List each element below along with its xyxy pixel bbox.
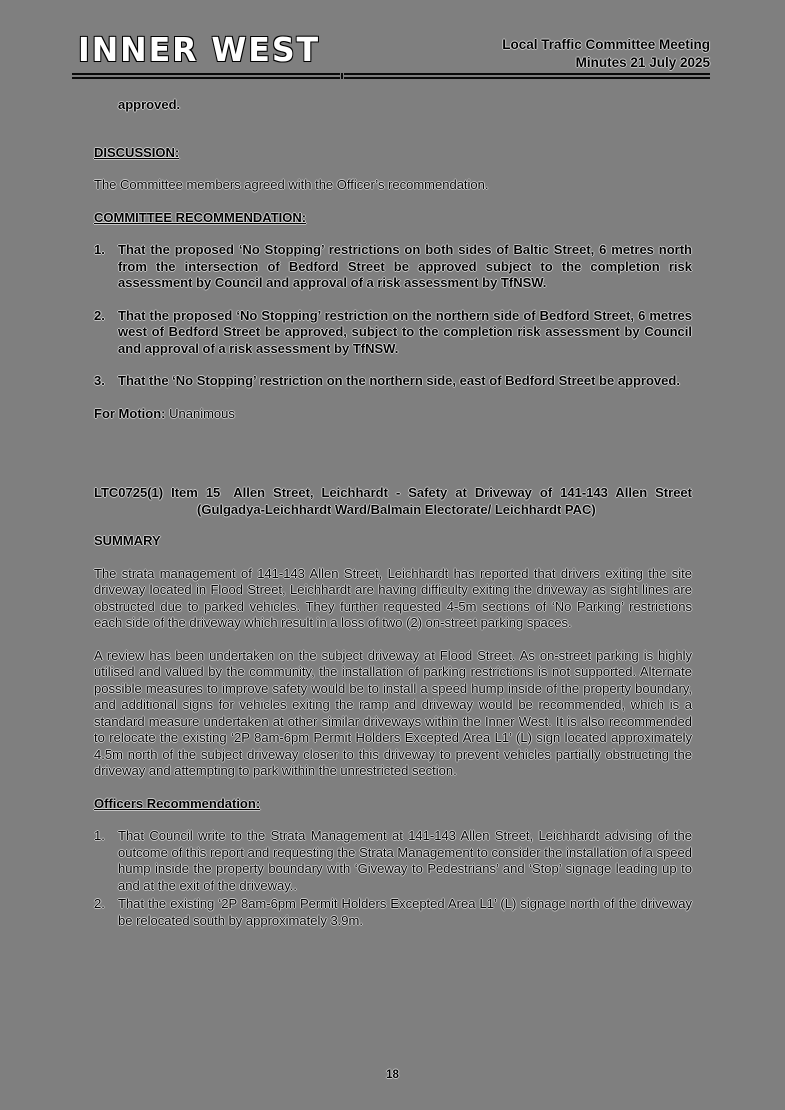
list-item <box>94 308 692 358</box>
rule-tick <box>341 73 343 79</box>
list-item-text: That the existing ‘2P 8am-6pm Permit Holders Excepted Area L1’ (L) signage north of the driveway be relocated south by approximately 3.9m. <box>118 896 692 928</box>
list-item-number: 2. <box>94 307 105 323</box>
header-title-line2: Minutes 21 July 2025 <box>575 55 710 70</box>
discussion-text: The Committee members agreed with the Officer’s recommendation. <box>94 177 489 192</box>
agenda-item-number: LTC0725(1) Item 15 <box>94 485 221 500</box>
header-title-line1: Local Traffic Committee Meeting <box>502 37 710 52</box>
for-motion-label: For Motion: <box>94 405 166 421</box>
list-item-text: That Council write to the Strata Management at 141-143 Allen Street, Leichhardt advising of the outcome of this report and requesting the Strata Management to consider the installation of a speed hump inside the property boundary with ‘Giveway to Pedestrians’ and ‘Stop’ signage leading up to and at the exit of the driveway.. <box>118 828 692 893</box>
rule-left-segment <box>72 73 340 79</box>
list-item <box>94 896 692 929</box>
officers-recommendation-list <box>94 828 692 929</box>
header-title <box>502 30 710 72</box>
list-item <box>94 242 692 292</box>
list-item-text: That the proposed ‘No Stopping’ restrictions on both sides of Baltic Street, 6 metres north from the intersection of Bedford Street be approved subject to the completion risk assessment by Council and approval of a risk assessment by TfNSW. <box>118 242 692 290</box>
summary-heading: SUMMARY <box>94 533 161 548</box>
summary-paragraph: A review has been undertaken on the subject driveway at Flood Street. As on-street parking is highly utilised and valued by the community, the installation of parking restrictions is not supported. Alternate possible measures to improve safety would be to install a speed hump inside of the property boundary, and additional signs for vehicles exiting the ramp and driveway would be recommended, which is a standard measure undertaken at other similar driveways within the Inner West. It is also recommended to relocate the existing ‘2P 8am-6pm Permit Holders Excepted Area L1’ (L) sign located approximately 4.5m north of the subject driveway closer to this driveway to prevent vehicles partially obstructing the driveway and attempting to park within the unrestricted section. <box>94 647 692 778</box>
for-motion-value: Unanimous <box>169 405 235 421</box>
agenda-item-title: Allen Street, Leichhardt - Safety at Driveway of 141-143 Allen Street (Gulgadya-Leichhardt Ward/Balmain Electorate/ Leichhardt PAC) <box>197 485 692 517</box>
list-item-number: 1. <box>94 242 105 257</box>
summary-paragraph: The strata management of 141-143 Allen Street, Leichhardt has reported that drivers exiting the site driveway located in Flood Street, Leichhardt are having difficulty exiting the driveway as sight lines are obstructed due to parked vehicles. They further requested 4-5m sections of ‘No Parking’ restrictions each side of the driveway which result in a loss of two (2) on-street parking spaces. <box>94 565 692 630</box>
list-item-number: 2. <box>94 896 105 911</box>
page-header <box>0 0 785 72</box>
list-item-text: That the proposed ‘No Stopping’ restriction on the northern side of Bedford Street, 6 metres west of Bedford Street be approved, subject to the completion risk assessment by Council and approval of a risk assessment by TfNSW. <box>118 307 692 356</box>
header-double-rule <box>72 73 710 79</box>
list-item-text: That the ‘No Stopping’ restriction on the northern side, east of Bedford Street be approved. <box>118 373 680 388</box>
committee-recommendation-heading: COMMITTEE RECOMMENDATION: <box>94 209 307 225</box>
discussion-heading: DISCUSSION: <box>94 144 180 160</box>
page-number: 18 <box>386 1068 399 1081</box>
list-item-number: 3. <box>94 373 105 388</box>
for-motion-line <box>94 406 692 423</box>
agenda-item-heading <box>94 485 692 518</box>
rule-right-segment <box>344 73 710 79</box>
inner-west-council-logo: INNER WEST <box>78 30 321 69</box>
officers-recommendation-heading: Officers Recommendation: <box>94 795 261 811</box>
list-item-number: 1. <box>94 828 105 843</box>
list-item <box>94 828 692 894</box>
carryover-text: approved. <box>118 97 181 112</box>
committee-recommendation-list <box>94 242 692 390</box>
document-content <box>94 97 692 929</box>
list-item <box>94 373 692 390</box>
